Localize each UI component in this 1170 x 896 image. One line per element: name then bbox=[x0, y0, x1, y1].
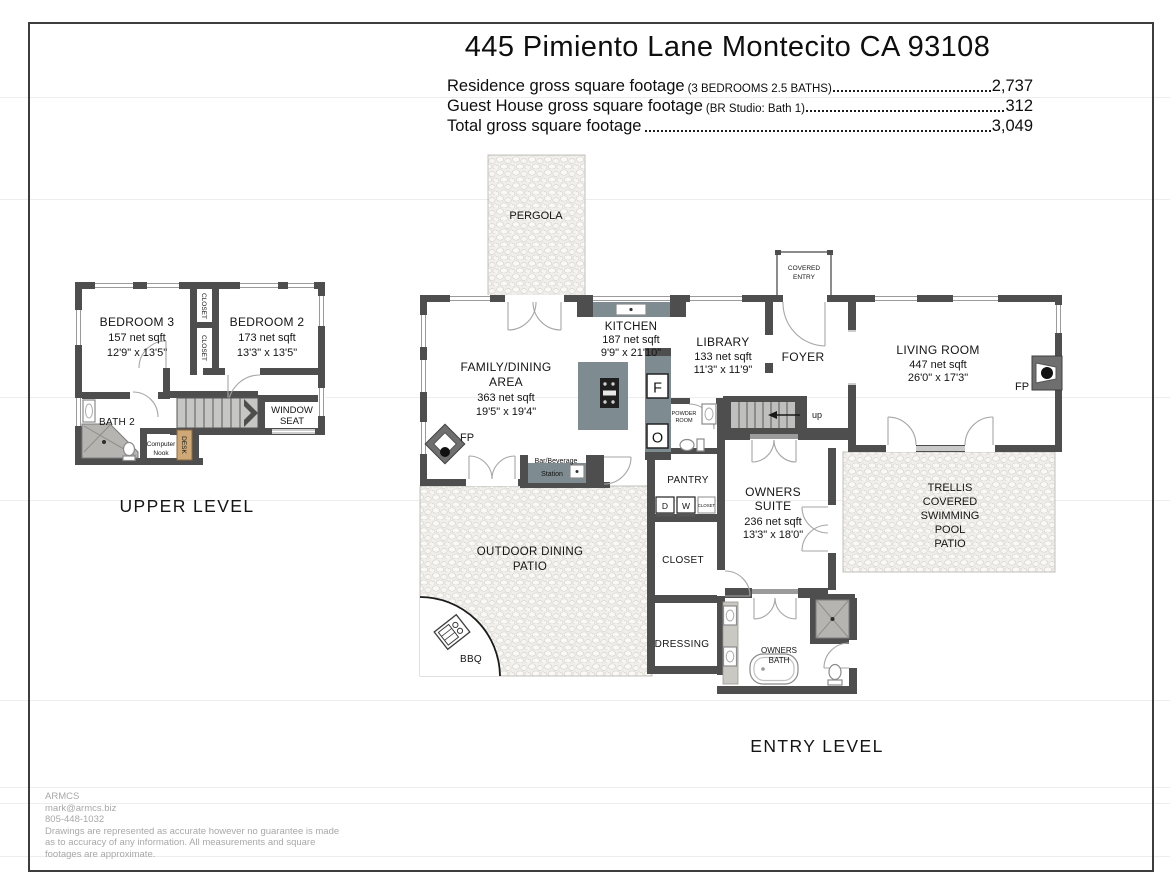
bath2-label: BATH 2 bbox=[98, 417, 136, 428]
trellis-line3: SWIMMING bbox=[920, 510, 980, 522]
trellis-line2: COVERED bbox=[922, 496, 978, 508]
powder-room-line2: ROOM bbox=[675, 418, 693, 424]
computer-nook-line1: Computer bbox=[146, 441, 176, 448]
company-name: ARMCS bbox=[45, 791, 80, 802]
closet-top-label: CLOSET bbox=[200, 292, 207, 320]
kitchen-island bbox=[578, 362, 628, 430]
pantry-label: PANTRY bbox=[667, 475, 709, 486]
living-room-sqft: 447 net sqft bbox=[909, 359, 967, 371]
laundry-appliances bbox=[656, 497, 715, 517]
washer-label: W bbox=[681, 501, 691, 511]
closet-bottom-label: CLOSET bbox=[200, 334, 207, 362]
footage-note: (3 BEDROOMS 2.5 BATHS) bbox=[687, 83, 832, 95]
pergola bbox=[488, 155, 585, 296]
footage-label: Total gross square footage bbox=[447, 117, 642, 135]
bar-beverage-station bbox=[528, 458, 586, 483]
upper-level-caption: UPPER LEVEL bbox=[119, 496, 255, 516]
owners-bath-toilet bbox=[828, 665, 842, 686]
library-dims: 11'3" x 11'9" bbox=[693, 364, 753, 376]
footage-label: Guest House gross square footage bbox=[447, 97, 703, 115]
disclaimer-line3: footages are approximate. bbox=[45, 848, 156, 860]
powder-room-line1: POWDER bbox=[671, 411, 697, 417]
bedroom3-name: BEDROOM 3 bbox=[99, 315, 175, 329]
kitchen-sqft: 187 net sqft bbox=[602, 334, 660, 346]
footage-value: 2,737 bbox=[991, 77, 1033, 95]
owners-suite-sqft: 236 net sqft bbox=[744, 516, 802, 528]
desk-label: DESK bbox=[180, 436, 187, 454]
computer-nook-line2: Nook bbox=[153, 450, 169, 457]
disclaimer-line2: as to accuracy of any information. All measurements and square bbox=[45, 837, 316, 848]
bedroom3-sqft: 157 net sqft bbox=[108, 332, 166, 344]
family-dining-name1: FAMILY/DINING bbox=[460, 360, 552, 374]
kitchen-counter bbox=[593, 302, 670, 317]
outdoor-dining-patio bbox=[420, 486, 652, 676]
outdoor-patio-line2: PATIO bbox=[512, 561, 548, 573]
living-room-dims: 26'0" x 17'3" bbox=[907, 372, 969, 384]
family-dining-name2: AREA bbox=[489, 375, 523, 389]
family-fp-label: FP bbox=[459, 432, 475, 444]
trellis-line5: PATIO bbox=[934, 538, 966, 550]
trellis-line1: TRELLIS bbox=[927, 482, 973, 494]
window-seat-line2: SEAT bbox=[279, 416, 305, 427]
company-phone: 805-448-1032 bbox=[45, 814, 105, 825]
bar-station-line1: Bar/Beverage bbox=[534, 458, 578, 465]
bar-station-line2: Station bbox=[541, 471, 563, 478]
dryer-label: D bbox=[661, 501, 669, 511]
pergola-label: PERGOLA bbox=[509, 210, 563, 222]
entry-level-plan bbox=[420, 155, 1062, 756]
living-fp-label: FP bbox=[1014, 381, 1030, 393]
owners-bath-vanity bbox=[723, 602, 738, 684]
kitchen-name: KITCHEN bbox=[604, 321, 658, 333]
window-seat-line1: WINDOW bbox=[271, 405, 313, 416]
covered-entry-line1: COVERED bbox=[787, 265, 821, 272]
upper-level-plan bbox=[75, 282, 325, 516]
bedroom2-sqft: 173 net sqft bbox=[238, 332, 296, 344]
owners-suite-dims: 13'3" x 18'0" bbox=[742, 529, 804, 541]
footage-note: (BR Studio: Bath 1) bbox=[705, 103, 805, 115]
entry-level-caption: ENTRY LEVEL bbox=[750, 736, 884, 756]
company-email: mark@armcs.biz bbox=[45, 802, 117, 814]
upper-bath-sink bbox=[83, 400, 95, 422]
stairs-up-label: up bbox=[811, 410, 823, 420]
footage-value: 312 bbox=[1005, 97, 1033, 115]
closet-label: CLOSET bbox=[662, 555, 704, 566]
family-dining-sqft: 363 net sqft bbox=[477, 392, 535, 404]
living-fireplace bbox=[1015, 356, 1062, 393]
oven-label: O bbox=[651, 430, 664, 447]
bedroom2-name: BEDROOM 2 bbox=[229, 315, 305, 329]
disclaimer-line1: Drawings are represented as accurate however no guarantee is made bbox=[45, 825, 340, 837]
preparer-credits bbox=[45, 791, 339, 860]
foyer-label: FOYER bbox=[781, 350, 825, 364]
owners-suite-name1: OWNERS bbox=[745, 485, 801, 499]
kitchen-dims: 9'9" x 21'10" bbox=[600, 347, 662, 359]
owners-bath-line2: BATH bbox=[768, 656, 790, 665]
outdoor-patio-line1: OUTDOOR DINING bbox=[476, 546, 584, 558]
upper-bath-toilet bbox=[123, 443, 135, 461]
fridge-label: F bbox=[653, 380, 662, 397]
desk bbox=[177, 430, 192, 460]
trellis-line4: POOL bbox=[934, 524, 966, 536]
bedroom2-dims: 13'3" x 13'5" bbox=[236, 347, 298, 359]
family-fireplace bbox=[425, 424, 474, 464]
bedroom3-dims: 12'9" x 13'5" bbox=[106, 347, 168, 359]
bbq-label: BBQ bbox=[459, 654, 483, 665]
owners-bath-shower bbox=[816, 600, 849, 638]
family-dining-dims: 19'5" x 19'4" bbox=[475, 406, 537, 418]
page-title: 445 Pimiento Lane Montecito CA 93108 bbox=[464, 31, 991, 63]
fridge-oven-column bbox=[645, 356, 671, 452]
living-room-name: LIVING ROOM bbox=[896, 343, 980, 357]
owners-suite-name2: SUITE bbox=[754, 499, 792, 513]
covered-entry bbox=[775, 250, 833, 296]
dressing-label: DRESSING bbox=[654, 639, 710, 650]
owners-bath-line1: OWNERS bbox=[761, 646, 797, 655]
footage-label: Residence gross square footage bbox=[447, 77, 685, 95]
small-closet-label: CLOSET bbox=[697, 503, 716, 508]
upper-stairs bbox=[177, 398, 258, 428]
library-sqft: 133 net sqft bbox=[694, 351, 752, 363]
trellis-pool-patio bbox=[843, 452, 1055, 572]
footage-value: 3,049 bbox=[991, 117, 1033, 135]
covered-entry-line2: ENTRY bbox=[793, 274, 815, 281]
library-name: LIBRARY bbox=[696, 335, 750, 349]
